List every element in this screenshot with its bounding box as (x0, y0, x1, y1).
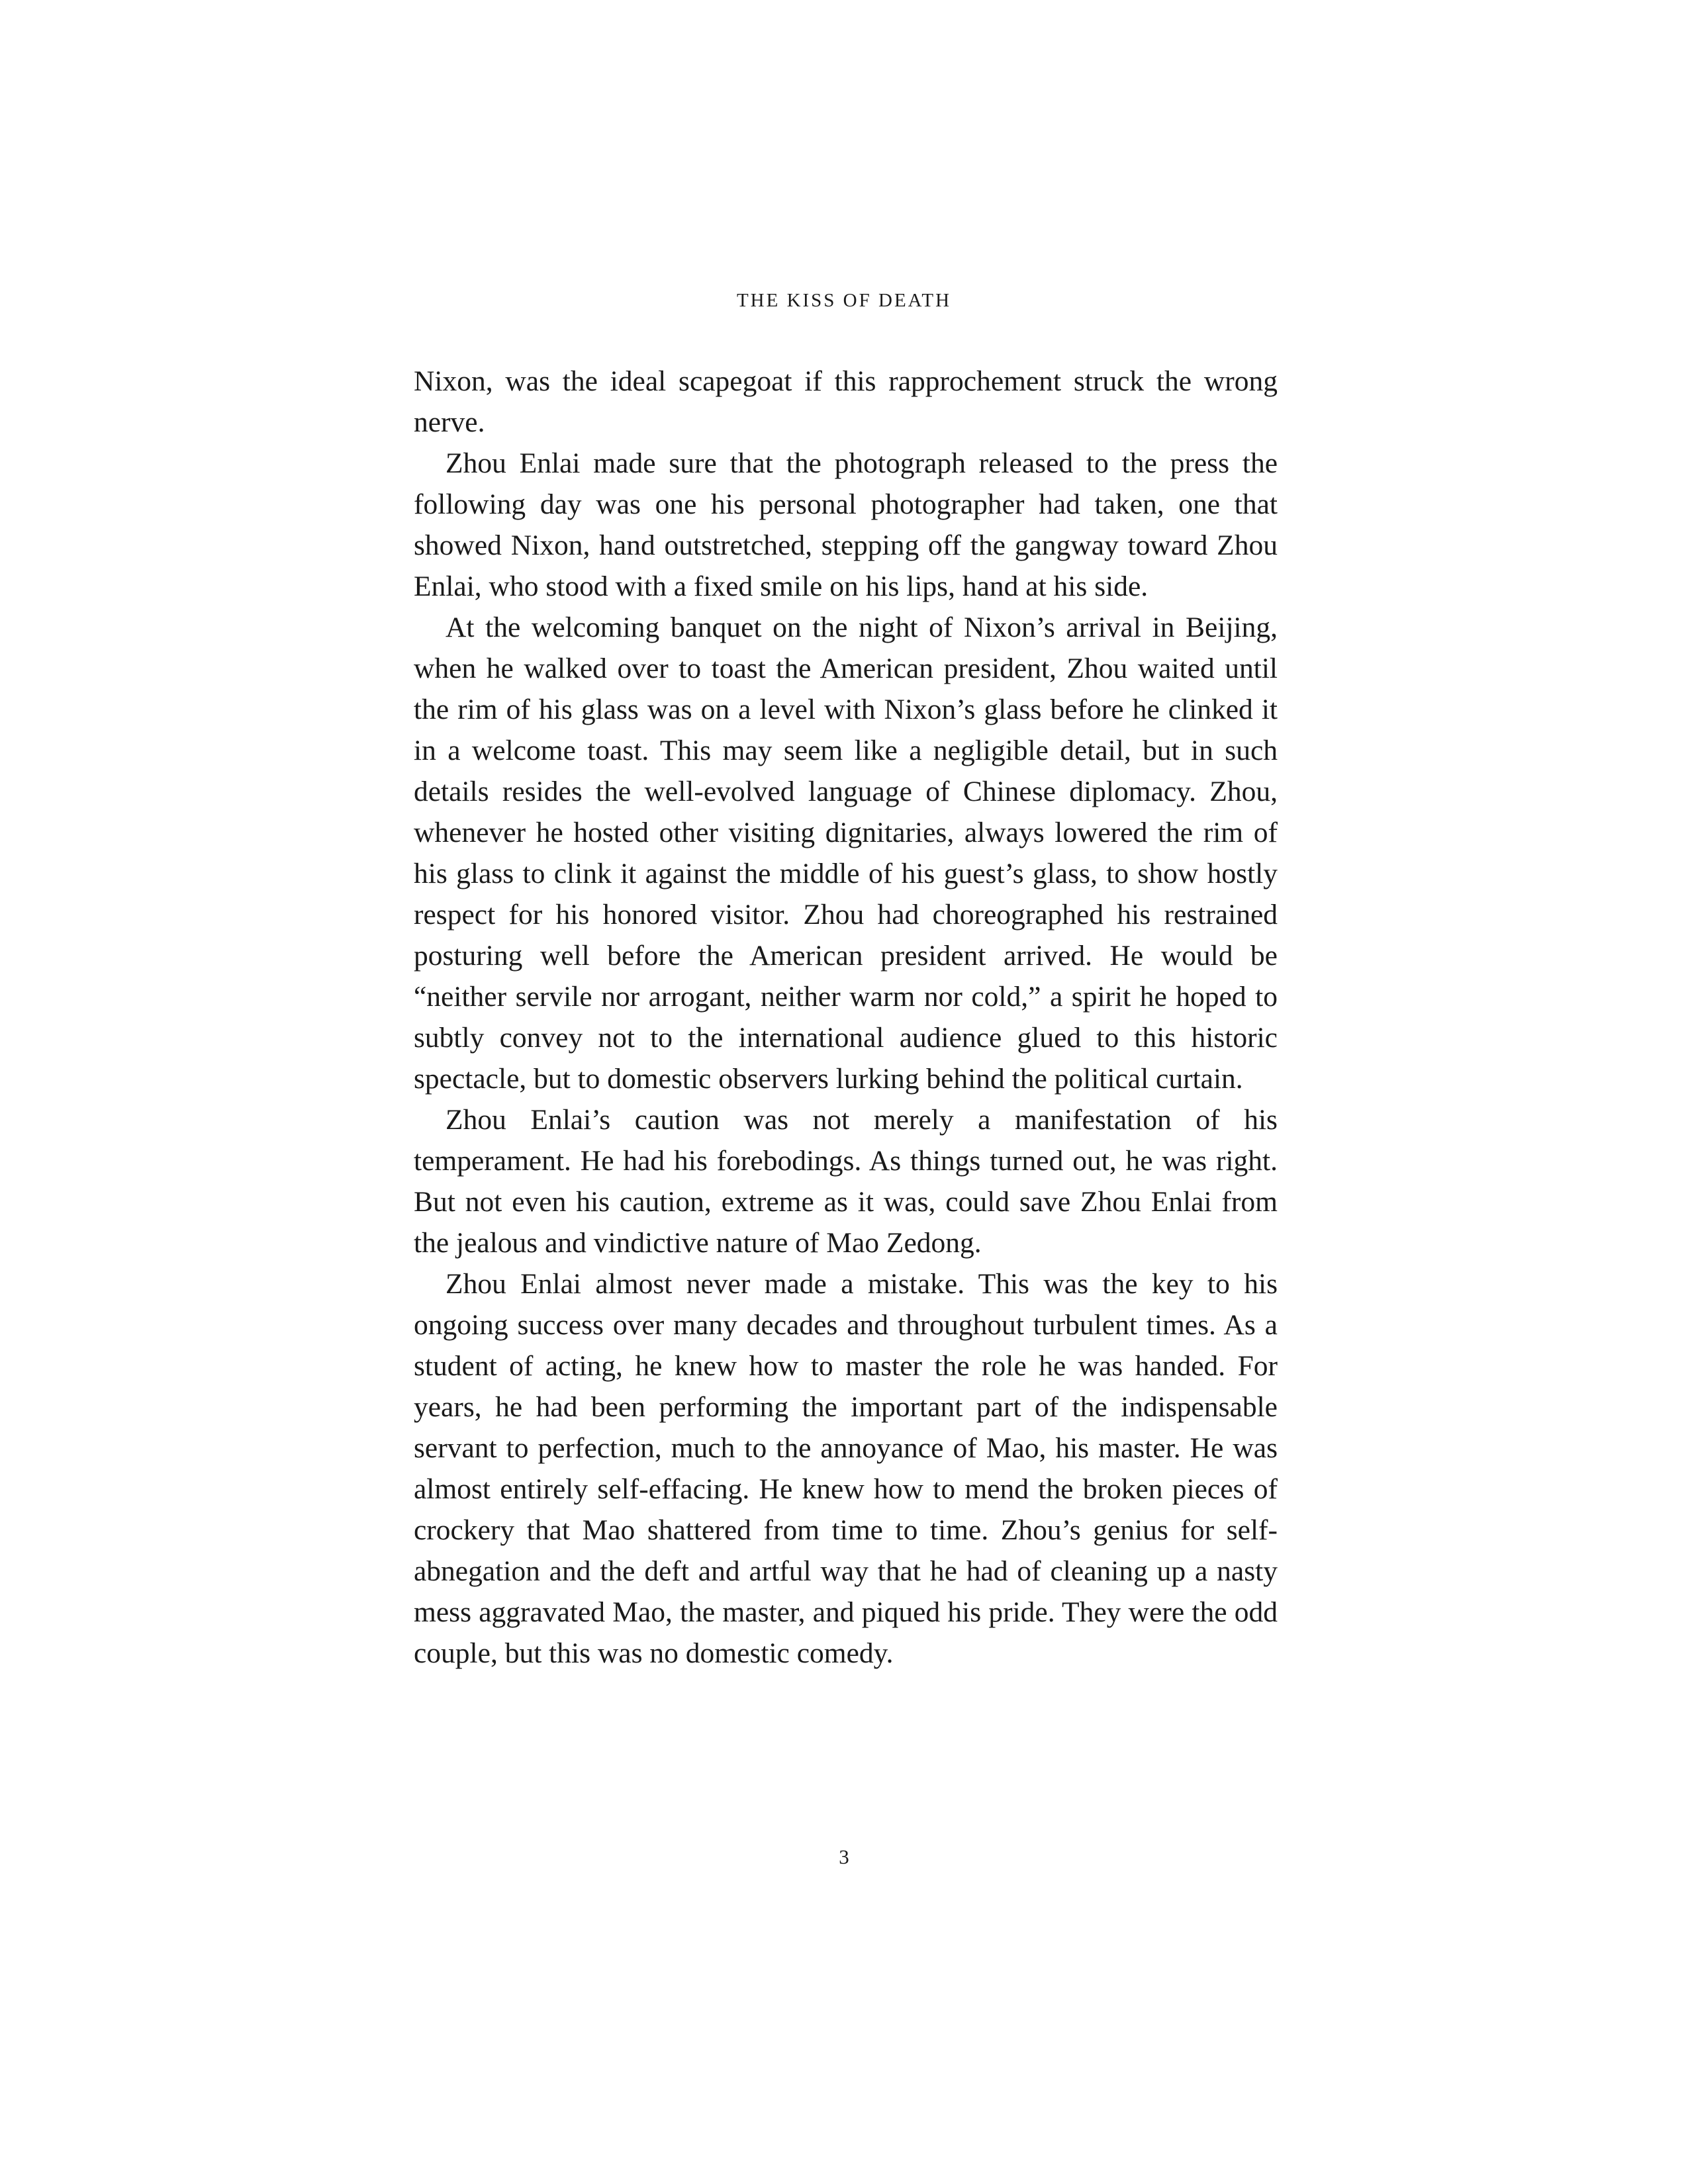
paragraph: Zhou Enlai made sure that the photograph released to the press the following day was one his personal photographer had taken, one that showed Nixon, hand outstretched, stepping off the gangway toward Zhou Enlai, who stood with a fixed smile on his lips, hand at his side. (414, 447, 1278, 602)
paragraph: Nixon, was the ideal scapegoat if this rapprochement struck the wrong nerve. (414, 365, 1278, 438)
paragraph: At the welcoming banquet on the night of Nixon’s arrival in Beijing, when he walked over to toast the American president, Zhou waited until the rim of his glass was on a level with Nixon’s glass before he clinked it in a welcome toast. This may seem like a negligible detail, but in such details resides the well-evolved language of Chinese diplomacy. Zhou, whenever he hosted other visiting dignitaries, always lowered the rim of his glass to clink it against the middle of his guest’s glass, to show hostly respect for his honored visitor. Zhou had choreographed his restrained posturing well before the American president arrived. He would be “neither servile nor arrogant, neither warm nor cold,” a spirit he hoped to subtly convey not to the international audience glued to this historic spectacle, but to domestic observers lurking behind the political curtain. (414, 612, 1278, 1095)
paragraph: Zhou Enlai almost never made a mistake. This was the key to his ongoing success over many decades and throughout turbulent times. As a student of acting, he knew how to master the role he was handed. For years, he had been performing the important part of the indispensable servant to perfection, much to the annoyance of Mao, his master. He was almost entirely self-effacing. He knew how to mend the broken pieces of crockery that Mao shattered from time to time. Zhou’s genius for self-abnegation and the deft and artful way that he had of cleaning up a nasty mess aggravated Mao, the master, and piqued his pride. They were the odd couple, but this was no domestic comedy. (414, 1268, 1278, 1669)
paragraph: Zhou Enlai’s caution was not merely a manifestation of his temperament. He had his forebodings. As things turned out, he was right. But not even his caution, extreme as it was, could save Zhou Enlai from the jealous and vindictive nature of Mao Zedong. (414, 1104, 1278, 1259)
body-text (414, 361, 1278, 1674)
running-head: THE KISS OF DEATH (736, 290, 952, 311)
page-number: 3 (839, 1845, 849, 1868)
